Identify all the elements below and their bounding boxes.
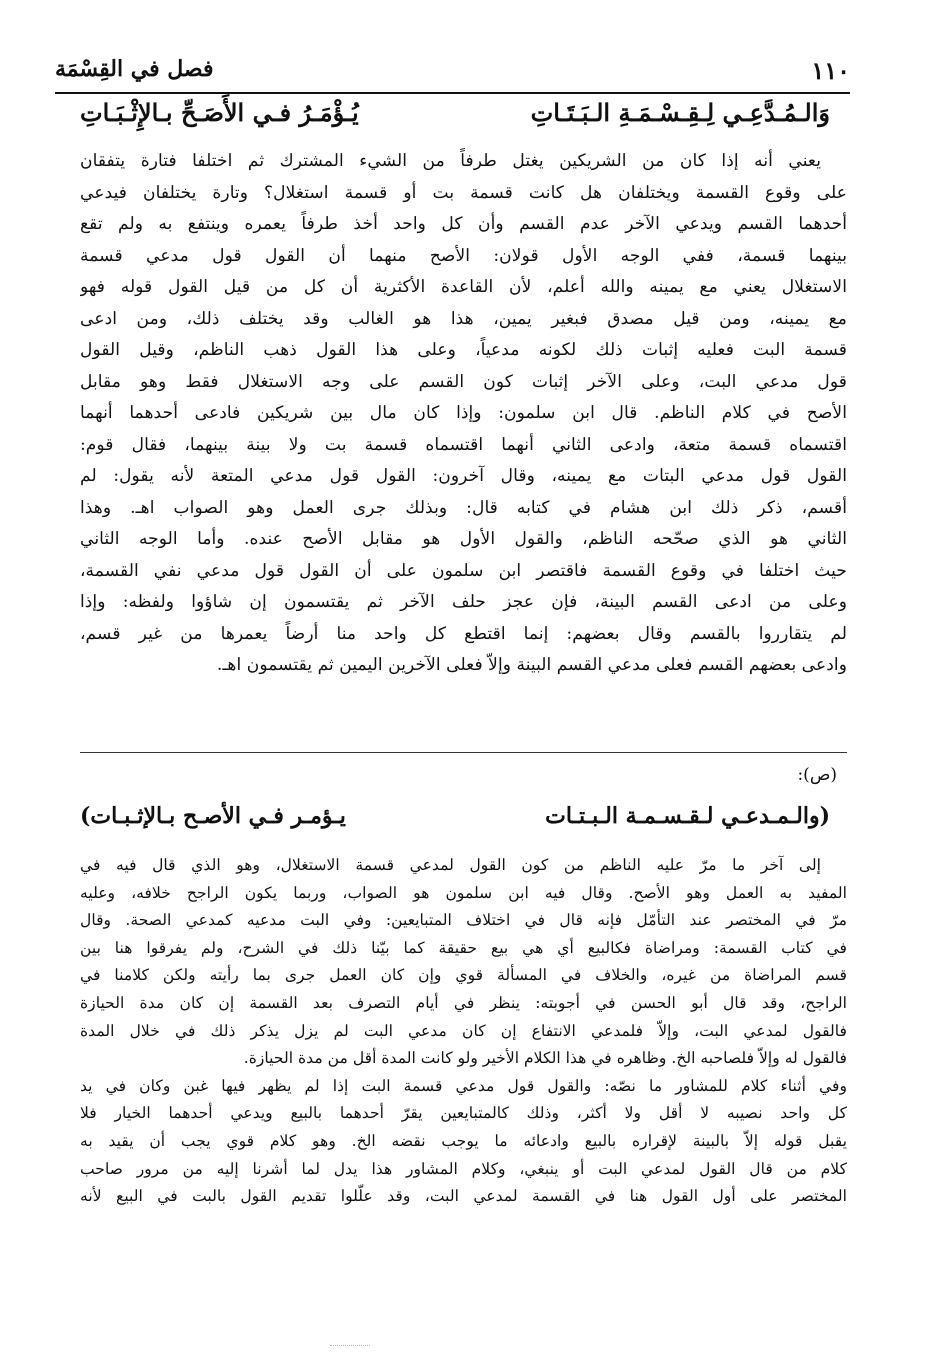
section-divider: [80, 752, 847, 753]
commentary-line: المفيد به العمل وهو الأصح. وقال فيه ابن سلمون هو الصواب، وربما يكون الراجح خلافه، وعليه: [80, 883, 847, 902]
text-line: أحدهما القسم ويدعي الآخر عدم القسم وأن كل واحد أخذ طرفاً يعمره وينتفع به ولم تقع: [80, 214, 847, 234]
commentary-line: وفي أثناء كلام للمشاور ما نصّه: والقول قول مدعي قسمة البت إذا لم يظهر فيها غبن وكان في يد: [80, 1076, 847, 1095]
commentary-line: إلى آخر ما مرّ عليه الناظم من كون القول لمدعي قسمة الاستغلال، وهو الذي قال فيه في: [80, 856, 821, 874]
verse-repeat-line: [80, 803, 830, 839]
section-mark: (ص):: [797, 765, 837, 785]
text-line: حيث اختلفا في وقوع القسمة فاقتصر ابن سلمون على أن القول قول مدعي نفي القسمة،: [80, 560, 847, 581]
text-line: القول قول مدعي البتات مع يمينه، وقال آخرون: القول قول مدعي المتعة لأنه يقول: لم: [80, 466, 847, 486]
text-line: أقسم، ذكر ذلك ابن هشام في كتابه قال: وبذلك جرى العمل وهو الصواب اهـ. وهذا: [80, 497, 847, 518]
commentary-paragraph: [80, 852, 847, 1211]
text-line: يعني أنه إذا كان من الشريكين يغتل طرفاً من الشيء المشترك ثم اختلفا فتارة يتفقان: [80, 151, 821, 171]
text-line: وعلى من ادعى القسم البينة، فإن عجز حلف الآخر ثم يقتسمون إن شاؤوا ولفظه: وإذا: [80, 592, 847, 612]
text-line: قول مدعي البت، وعلى الآخر إثبات كون القسم على وجه الاستغلال فقط وهو مقابل: [80, 371, 847, 392]
commentary-line: فالقول له وإلاّ فلصاحبه الخ. وظاهره في هذا الكلام الأخير ولو كانت المدة أقل من مدة الحيازة.: [243, 1049, 847, 1068]
text-line: وادعى بعضهم القسم فعلى مدعي القسم البينة وإلاّ فعلى الآخرين اليمين ثم يقتسمون اهـ.: [216, 655, 847, 675]
scan-mark: [330, 1345, 370, 1346]
verse-line: [80, 98, 830, 134]
commentary-line: يقبل قوله إلاّ بالبينة لإقراره بالبيع وادعائه ما يوجب نقضه الخ. وهو كلام قوي يجب أن يقيد به: [80, 1131, 847, 1150]
verse-second-hemistich: يُـؤْمَـرُ فـي الأَصَـحِّ بـالإِثْـبَـاتِ: [80, 98, 359, 127]
text-line: لم يتقارروا بالقسم وقال بعضهم: إنما اقتطع كل واحد منا أرضاً يعمرها من غير قسم،: [80, 623, 847, 644]
commentary-line: كلام من قال القول لمدعي البت أو ينبغي، وكلام المشاور هذا يدل لما أشرنا إليه من مرور صاحب: [80, 1159, 847, 1178]
running-title: فصل في القِسْمَة: [55, 56, 214, 82]
verse-first-hemistich: وَالـمُـدَّعِـي لِـقِـسْـمَـةِ الـبَـتَـاتِ: [530, 98, 830, 127]
text-line: الأصح في كلام الناظم. قال ابن سلمون: وإذا كان مال بين شريكين فادعى أحدهما أنهما: [80, 403, 847, 423]
text-line: اقتسماه قسمة متعة، وادعى الثاني أنهما اقتسماه قسمة بت ولا بينة بينهما، فقال قوم:: [80, 434, 847, 455]
commentary-line: الراجح، وقد قال أبو الحسن في أجوبته: ينظر في أيام التصرف بعد القسمة إن كان مدة الحيازة: [80, 993, 847, 1012]
text-line: بينهما قسمة، ففي الوجه الأول قولان: الأصح منهما أن القول قول مدعي قسمة: [80, 245, 847, 266]
verse-repeat-first-hemistich: (والـمـدعـي لـقـسـمـة الـبـتـات: [545, 803, 830, 829]
text-line: قسمة البت فعليه إثبات ذلك لكونه مدعياً، وعلى هذا القول ذهب الناظم، وقيل القول: [80, 340, 847, 360]
text-line: الاستغلال يعني مع يمينه والله أعلم، لأن القاعدة الأكثرية أن كل من قيل القول قوله فهو: [80, 277, 847, 297]
text-line: مع يمينه، ومن قيل مصدق فبغير يمين، هذا هو الغالب وقد يختلف ذلك، ومن ادعى: [80, 308, 847, 329]
main-text-paragraph: [80, 146, 847, 682]
verse-repeat-second-hemistich: يـؤمـر فـي الأصـح بـالإثـبـات): [80, 803, 346, 829]
commentary-line: في كتاب القسمة: ومراضاة فكالبيع أي هي بيع حقيقة كما بيّنا ذلك في الشرح، ولم يفرقوا هنا بين: [80, 938, 847, 957]
commentary-line: فالقول لمدعي البت، وإلاّ فلمدعي الانتفاع إن كان مدعي البت لم يزل يذكر ذلك في خلال المدة: [80, 1021, 847, 1040]
page-number: ١١٠: [811, 56, 850, 85]
commentary-line: قسم المراضاة من غيره، والخلاف في المسألة قوي وإن كان العمل جرى بما رأيته ولكن كلامنا في: [80, 966, 847, 985]
commentary-line: مرّ في المختصر عند التأمّل فإنه قال في اختلاف المتبايعين: وفي البت مدعيه كمدعي الصحة. وقال: [80, 911, 847, 930]
commentary-line: كل واحد نصيبه لا أقل ولا أكثر، وذلك كالمتبايعين يقرّ أحدهما بالبيع ويدعي أحدهما الخيار فلا: [80, 1104, 847, 1123]
text-line: على وقوع القسمة ويختلفان هل كانت قسمة بت أو قسمة استغلال؟ وتارة يختلفان فيدعي: [80, 182, 847, 203]
commentary-line: المختصر على أول القول هنا في القسمة لمدعي البت، وقد علّلوا تقديم القول بالبت في البيع لأنه: [80, 1187, 847, 1206]
page-header: [55, 50, 850, 94]
text-line: الثاني هو الذي صحّحه الناظم، والقول الأول هو مقابل الأصح عنده. وأما الوجه الثاني: [80, 529, 847, 549]
